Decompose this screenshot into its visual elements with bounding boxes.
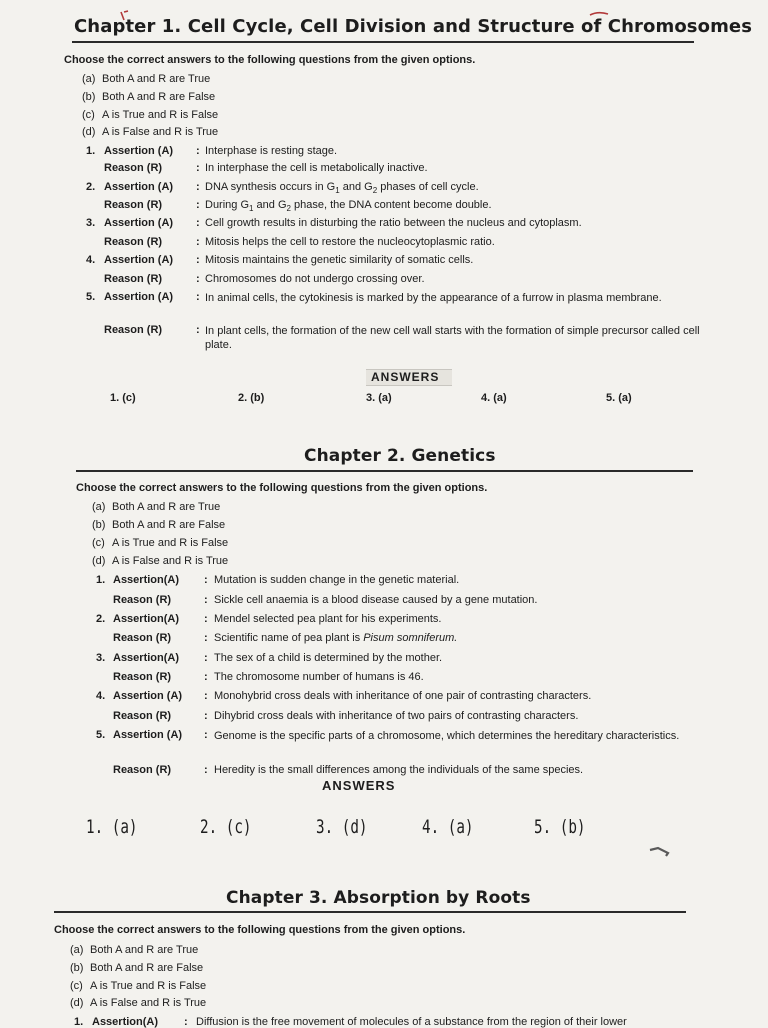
chapter-3-option-d: (d) A is False and R is True (70, 997, 207, 1009)
question-number: 3. (96, 652, 106, 664)
assertion-label: Assertion (A) (113, 690, 183, 702)
reason-label: Reason (R) (113, 764, 172, 776)
colon: : (196, 236, 200, 248)
question-number: 4. (96, 690, 106, 702)
colon: : (204, 632, 208, 644)
colon: : (196, 291, 200, 303)
reason-label: Reason (R) (113, 671, 172, 683)
question-number: 3. (86, 217, 96, 229)
answers-heading: ANSWERS (322, 778, 396, 793)
colon: : (196, 181, 200, 193)
colon: : (204, 574, 208, 586)
chapter-2-option-c: (c) A is True and R is False (92, 537, 229, 549)
colon: : (196, 217, 200, 229)
assertion-label: Assertion (A) (113, 729, 183, 741)
assertion-label: Assertion(A) (113, 574, 180, 586)
assertion-text: The sex of a child is determined by the mother. (214, 652, 443, 664)
colon: : (204, 710, 208, 722)
answer-item: 3. (d) (316, 816, 368, 838)
colon: : (196, 162, 200, 174)
chapter-3-option-a: (a) Both A and R are True (70, 944, 199, 956)
question-number: 1. (74, 1016, 84, 1028)
reason-text: Chromosomes do not undergo crossing over. (205, 273, 425, 285)
chapter-1-title: Chapter 1. Cell Cycle, Cell Division and Structure of Chromosomes (74, 16, 753, 37)
assertion-label: Assertion (A) (104, 145, 174, 157)
reason-label: Reason (R) (113, 632, 172, 644)
reason-label: Reason (R) (113, 710, 172, 722)
reason-text: During $G_1$ and $G_2$ phase, the DNA content become double. (205, 199, 492, 214)
answer-item: 1. (a) (86, 816, 138, 838)
reason-text: In interphase the cell is metabolically inactive. (205, 162, 428, 174)
assertion-label: Assertion (A) (104, 254, 174, 266)
answer-item: 2. (c) (200, 816, 252, 838)
reason-text: Heredity is the small differences among the individuals of the same species. (214, 764, 584, 776)
reason-label: Reason (R) (104, 162, 163, 174)
assertion-text: Monohybrid cross deals with inheritance of one pair of contrasting characters. (214, 690, 592, 702)
question-number: 2. (86, 181, 96, 193)
colon: : (204, 671, 208, 683)
answer-item: 1. (c) (110, 392, 136, 404)
assertion-text: DNA synthesis occurs in $G_1$ and $G_2$ phases of cell cycle. (205, 181, 479, 196)
answer-item: 2. (b) (238, 392, 265, 404)
question-number: 5. (96, 729, 106, 741)
chapter-2-option-b: (b) Both A and R are False (92, 519, 226, 531)
chapter-1-option-a: (a) Both A and R are True (82, 73, 211, 85)
reason-label: Reason (R) (104, 199, 163, 211)
question-number: 1. (96, 574, 106, 586)
chapter-1-option-c: (c) A is True and R is False (82, 109, 219, 121)
colon: : (204, 729, 208, 741)
chapter-2-rule (76, 470, 693, 472)
chapter-3-option-b: (b) Both A and R are False (70, 962, 204, 974)
assertion-label: Assertion (A) (104, 217, 174, 229)
colon: : (204, 594, 208, 606)
reason-text: Mitosis helps the cell to restore the nucleocytoplasmic ratio. (205, 236, 495, 248)
assertion-text: Diffusion is the free movement of molecules of a substance from the region of their lower (196, 1016, 627, 1028)
pen-mark-icon (118, 8, 138, 26)
colon: : (196, 145, 200, 157)
colon: : (196, 254, 200, 266)
assertion-label: Assertion (A) (104, 181, 174, 193)
assertion-text: Genome is the specific parts of a chromosome, which determines the hereditary characteristics. (214, 730, 680, 742)
reason-label: Reason (R) (104, 273, 163, 285)
assertion-label: Assertion(A) (113, 613, 180, 625)
chapter-2-instruction: Choose the correct answers to the following questions from the given options. (76, 482, 488, 494)
assertion-text: Mendel selected pea plant for his experiments. (214, 613, 442, 625)
question-number: 2. (96, 613, 106, 625)
colon: : (196, 324, 200, 336)
answer-item: 5. (a) (606, 392, 632, 404)
colon: : (196, 199, 200, 211)
assertion-text: Mutation is sudden change in the genetic material. (214, 574, 460, 586)
assertion-text: Interphase is resting stage. (205, 145, 338, 157)
chapter-1-option-b: (b) Both A and R are False (82, 91, 216, 103)
chapter-2-option-d: (d) A is False and R is True (92, 555, 229, 567)
reason-text: Sickle cell anaemia is a blood disease caused by a gene mutation. (214, 594, 538, 606)
question-number: 5. (86, 291, 96, 303)
pen-mark-icon (648, 844, 670, 858)
colon: : (184, 1016, 188, 1028)
reason-label: Reason (R) (113, 594, 172, 606)
reason-text: The chromosome number of humans is 46. (214, 671, 424, 683)
pen-mark-icon (588, 10, 612, 18)
question-number: 4. (86, 254, 96, 266)
answer-item: 5. (b) (534, 816, 586, 838)
answers-heading: ANSWERS (371, 370, 440, 384)
answer-item: 3. (a) (366, 392, 392, 404)
answer-item: 4. (a) (481, 392, 507, 404)
chapter-1-instruction: Choose the correct answers to the following questions from the given options. (64, 54, 476, 66)
chapter-3-rule (54, 911, 686, 913)
assertion-label: Assertion (A) (104, 291, 174, 303)
chapter-2-option-a: (a) Both A and R are True (92, 501, 221, 513)
assertion-label: Assertion(A) (113, 652, 180, 664)
answer-item: 4. (a) (422, 816, 474, 838)
chapter-2-title: Chapter 2. Genetics (304, 446, 496, 466)
chapter-3-instruction: Choose the correct answers to the following questions from the given options. (54, 924, 466, 936)
chapter-1-option-d: (d) A is False and R is True (82, 126, 219, 138)
chapter-1-rule (72, 41, 694, 43)
question-number: 1. (86, 145, 96, 157)
assertion-label: Assertion(A) (92, 1016, 159, 1028)
reason-text: In plant cells, the formation of the new cell wall starts with the formation of simple precursor called cell plate. (205, 325, 700, 351)
colon: : (196, 273, 200, 285)
colon: : (204, 690, 208, 702)
chapter-3-option-c: (c) A is True and R is False (70, 980, 207, 992)
colon: : (204, 764, 208, 776)
reason-text: Scientific name of pea plant is Pisum somniferum. (214, 632, 458, 644)
colon: : (204, 652, 208, 664)
assertion-text: Cell growth results in disturbing the ratio between the nucleus and cytoplasm. (205, 217, 582, 229)
assertion-text: Mitosis maintains the genetic similarity of somatic cells. (205, 254, 474, 266)
reason-label: Reason (R) (104, 236, 163, 248)
reason-text: Dihybrid cross deals with inheritance of two pairs of contrasting characters. (214, 710, 579, 722)
assertion-text: In animal cells, the cytokinesis is marked by the appearance of a furrow in plasma membrane. (205, 292, 662, 304)
chapter-3-title: Chapter 3. Absorption by Roots (226, 888, 531, 908)
reason-label: Reason (R) (104, 324, 163, 336)
colon: : (204, 613, 208, 625)
